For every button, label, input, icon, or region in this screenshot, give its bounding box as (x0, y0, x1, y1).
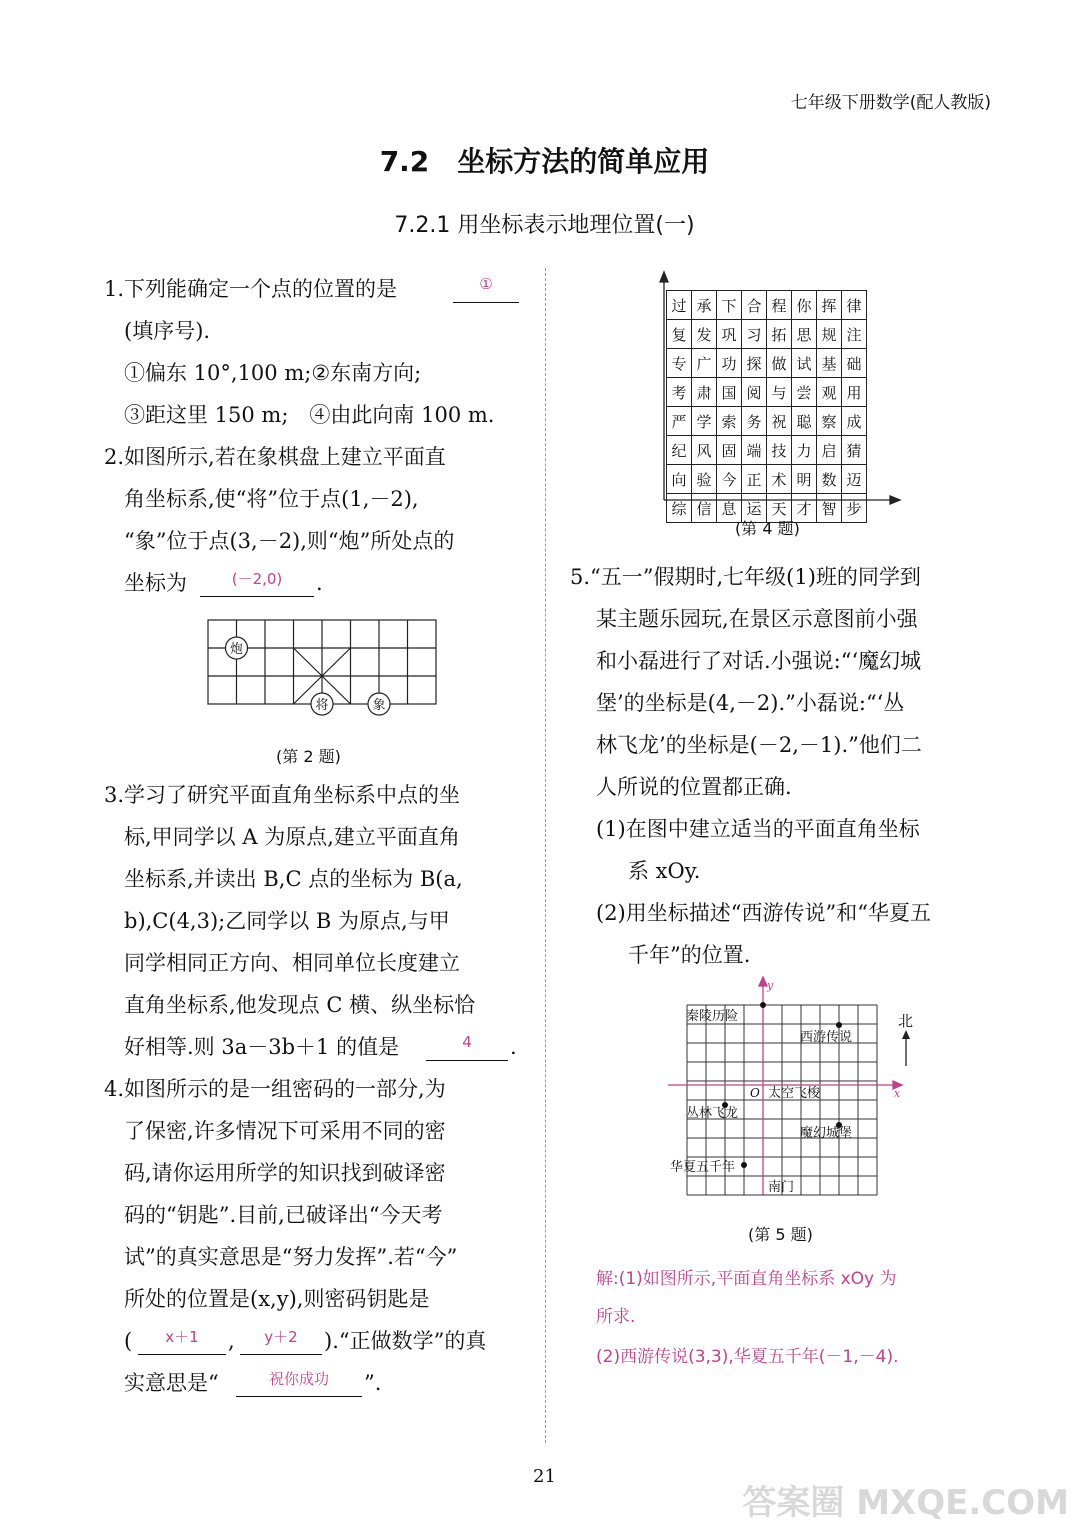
q5-sub1a: (1)在图中建立适当的平面直角坐标 (596, 817, 920, 841)
map-origin-label: O (750, 1086, 760, 1100)
q1-answer-blank (453, 274, 519, 303)
q2-line4-post: . (316, 571, 323, 595)
password-grid-row (667, 291, 867, 320)
password-grid-cell: 步 (842, 494, 867, 523)
q3-last-post: . (510, 1035, 517, 1059)
map-label-nanmen: 南门 (768, 1180, 795, 1195)
password-grid-cell: 纪 (667, 436, 692, 465)
password-grid-cell: 尝 (792, 378, 817, 407)
map-y-label: y (767, 979, 774, 992)
q3-answer: 4 (462, 1033, 472, 1051)
password-grid-cell: 功 (717, 349, 742, 378)
password-grid-cell: 运 (742, 494, 767, 523)
column-divider (545, 268, 546, 1443)
password-grid-cell: 过 (667, 291, 692, 320)
password-grid (666, 290, 867, 523)
north-label: 北 (898, 1012, 914, 1030)
password-grid-cell: 息 (717, 494, 742, 523)
password-grid-cell: 今 (717, 465, 742, 494)
q3-last-pre: 好相等.则 3a－3b＋1 的值是 (124, 1035, 400, 1059)
map-label-taikong: 太空飞梭 (768, 1086, 821, 1101)
q2-line2: 角坐标系,使“将”位于点(1,－2), (124, 487, 419, 511)
q5-solution-2: (2)西游传说(3,3),华夏五千年(－1,－4). (596, 1347, 899, 1367)
q1-line2: (填序号). (124, 319, 211, 343)
password-grid-cell: 正 (742, 465, 767, 494)
q5-sub1b: 系 xOy. (628, 859, 701, 883)
password-grid-cell: 聪 (792, 407, 817, 436)
password-grid-cell: 试 (792, 349, 817, 378)
password-grid-cell: 注 (842, 320, 867, 349)
password-grid-cell: 广 (692, 349, 717, 378)
q3-line: 3.学习了研究平面直角坐标系中点的坐 (104, 783, 461, 807)
password-grid-cell: 固 (717, 436, 742, 465)
password-grid-cell: 术 (767, 465, 792, 494)
password-grid-cell: 综 (667, 494, 692, 523)
q2-line3: “象”位于点(3,－2),则“炮”所处点的 (124, 529, 455, 553)
password-grid-cell: 探 (742, 349, 767, 378)
password-grid-cell: 启 (817, 436, 842, 465)
q3-line: b),C(4,3);乙同学以 B 为原点,与甲 (124, 909, 450, 933)
q5-caption: (第 5 题) (748, 1225, 813, 1244)
password-grid-cell: 肃 (692, 378, 717, 407)
password-grid-cell: 程 (767, 291, 792, 320)
password-grid-cell: 端 (742, 436, 767, 465)
q5-line: 和小磊进行了对话.小强说:“‘魔幻城 (596, 649, 922, 673)
q4-line: 所处的位置是(x,y),则密码钥匙是 (124, 1287, 430, 1311)
q2-caption: (第 2 题) (276, 747, 341, 766)
section-title: 7.2 坐标方法的简单应用 (379, 145, 710, 178)
password-grid-cell: 律 (842, 291, 867, 320)
password-grid-cell: 国 (717, 378, 742, 407)
q5-line: 某主题乐园玩,在景区示意图前小强 (596, 607, 918, 631)
password-grid-row (667, 378, 867, 407)
password-grid-cell: 用 (842, 378, 867, 407)
q2-answer-blank (200, 568, 314, 597)
q4-last-post: ”. (364, 1371, 382, 1395)
password-grid-row (667, 465, 867, 494)
password-grid-cell: 智 (817, 494, 842, 523)
password-grid-cell: 力 (792, 436, 817, 465)
q5-sub2a: (2)用坐标描述“西游传说”和“华夏五 (596, 901, 931, 925)
q4-last-pre: 实意思是“ (124, 1371, 219, 1395)
password-grid-row (667, 407, 867, 436)
piece-jiang: 将 (315, 698, 329, 713)
password-grid-cell: 猜 (842, 436, 867, 465)
q2-answer: (－2,0) (231, 570, 283, 588)
map-label-conglin: 丛林飞龙 (686, 1106, 739, 1121)
north-arrow-icon (898, 1030, 914, 1068)
q3-line: 同学相同正方向、相同单位长度建立 (124, 951, 460, 975)
password-grid-cell: 天 (767, 494, 792, 523)
password-grid-cell: 承 (692, 291, 717, 320)
q4-line: 试”的真实意思是“努力发挥”.若“今” (124, 1245, 458, 1269)
q1-answer: ① (479, 275, 493, 293)
password-grid-cell: 学 (692, 407, 717, 436)
q5-line: 5.“五一”假期时,七年级(1)班的同学到 (570, 565, 921, 589)
q4-line: 码,请你运用所学的知识找到破译密 (124, 1161, 446, 1185)
password-grid-cell: 发 (692, 320, 717, 349)
password-grid-cell: 基 (817, 349, 842, 378)
piece-pao: 炮 (229, 642, 244, 657)
subsection-title: 7.2.1 用坐标表示地理位置(一) (394, 213, 695, 238)
q5-line: 堡’的坐标是(4,－2).”小磊说:“‘丛 (596, 691, 905, 715)
password-grid-cell: 挥 (817, 291, 842, 320)
q2-line1: 2.如图所示,若在象棋盘上建立平面直 (104, 445, 446, 469)
password-grid-cell: 阅 (742, 378, 767, 407)
q4-open-paren: ( (124, 1329, 133, 1353)
q4-answer1: x＋1 (165, 1328, 199, 1346)
password-grid-cell: 习 (742, 320, 767, 349)
q1-line4: ③距这里 150 m; ④由此向南 100 m. (124, 403, 495, 427)
password-grid-cell: 考 (667, 378, 692, 407)
password-grid-cell: 下 (717, 291, 742, 320)
password-grid-cell: 础 (842, 349, 867, 378)
password-grid-cell: 察 (817, 407, 842, 436)
q1-line1: 1.下列能确定一个点的位置的是 (104, 277, 398, 301)
password-grid-cell: 成 (842, 407, 867, 436)
q5-solution-1b: 所求. (596, 1307, 636, 1327)
q5-solution-1a: 解:(1)如图所示,平面直角坐标系 xOy 为 (596, 1269, 897, 1289)
q3-line: 直角坐标系,他发现点 C 横、纵坐标恰 (124, 993, 476, 1017)
password-grid-cell: 做 (767, 349, 792, 378)
piece-xiang: 象 (372, 698, 386, 713)
password-grid-cell: 合 (742, 291, 767, 320)
password-grid-cell: 观 (817, 378, 842, 407)
q4-answer3-blank (236, 1368, 362, 1397)
page-number: 21 (533, 1466, 556, 1487)
password-grid-cell: 验 (692, 465, 717, 494)
password-grid-cell: 数 (817, 465, 842, 494)
q3-line: 坐标系,并读出 B,C 点的坐标为 B(a, (124, 867, 463, 891)
password-grid-row (667, 320, 867, 349)
map-label-qinling: 秦陵历险 (686, 1009, 739, 1024)
password-grid-cell: 明 (792, 465, 817, 494)
q4-answer3: 祝你成功 (268, 1370, 329, 1388)
q3-line: 标,甲同学以 A 为原点,建立平面直角 (124, 825, 460, 849)
q1-line3: ①偏东 10°,100 m;②东南方向; (124, 361, 422, 385)
password-grid-cell: 技 (767, 436, 792, 465)
map-x-label: x (894, 1087, 901, 1100)
password-grid-cell: 索 (717, 407, 742, 436)
password-grid-cell: 迈 (842, 465, 867, 494)
q4-line: 4.如图所示的是一组密码的一部分,为 (104, 1077, 446, 1101)
q4-after: ).“正做数学”的真 (324, 1329, 487, 1353)
password-grid-cell: 祝 (767, 407, 792, 436)
page-header: 七年级下册数学(配人教版) (790, 93, 991, 113)
password-grid-row (667, 436, 867, 465)
q4-line: 了保密,许多情况下可采用不同的密 (124, 1119, 446, 1143)
password-grid-cell: 才 (792, 494, 817, 523)
password-grid-cell: 信 (692, 494, 717, 523)
q2-line4-pre: 坐标为 (124, 571, 187, 595)
q4-answer1-blank (138, 1326, 226, 1355)
q4-line: 码的“钥匙”.目前,已破译出“今天考 (124, 1203, 443, 1227)
password-grid-cell: 你 (792, 291, 817, 320)
q5-line: 人所说的位置都正确. (596, 775, 792, 799)
password-grid-cell: 务 (742, 407, 767, 436)
password-grid-cell: 专 (667, 349, 692, 378)
q4-comma: , (228, 1329, 235, 1353)
q4-answer2: y＋2 (264, 1328, 298, 1346)
q5-line: 林飞龙’的坐标是(－2,－1).”他们二 (596, 733, 922, 757)
password-grid-cell: 风 (692, 436, 717, 465)
q5-sub2b: 千年”的位置. (628, 943, 751, 967)
password-grid-cell: 严 (667, 407, 692, 436)
password-grid-cell: 思 (792, 320, 817, 349)
map-label-huaxia: 华夏五千年 (670, 1160, 736, 1175)
password-grid-row (667, 349, 867, 378)
q5-park-map (664, 975, 924, 1205)
password-grid-cell: 巩 (717, 320, 742, 349)
map-label-xiyou: 西游传说 (800, 1030, 853, 1045)
q4-caption: (第 4 题) (735, 519, 800, 538)
map-label-mohuan: 魔幻城堡 (800, 1126, 853, 1141)
password-grid-cell: 规 (817, 320, 842, 349)
q3-answer-blank (426, 1032, 508, 1061)
password-grid-cell: 复 (667, 320, 692, 349)
password-grid-cell: 与 (767, 378, 792, 407)
watermark: 答案圈 MXQE.COM (742, 1483, 1069, 1523)
password-grid-cell: 向 (667, 465, 692, 494)
q4-answer2-blank (240, 1326, 322, 1355)
password-grid-cell: 拓 (767, 320, 792, 349)
chessboard-figure (200, 612, 450, 722)
